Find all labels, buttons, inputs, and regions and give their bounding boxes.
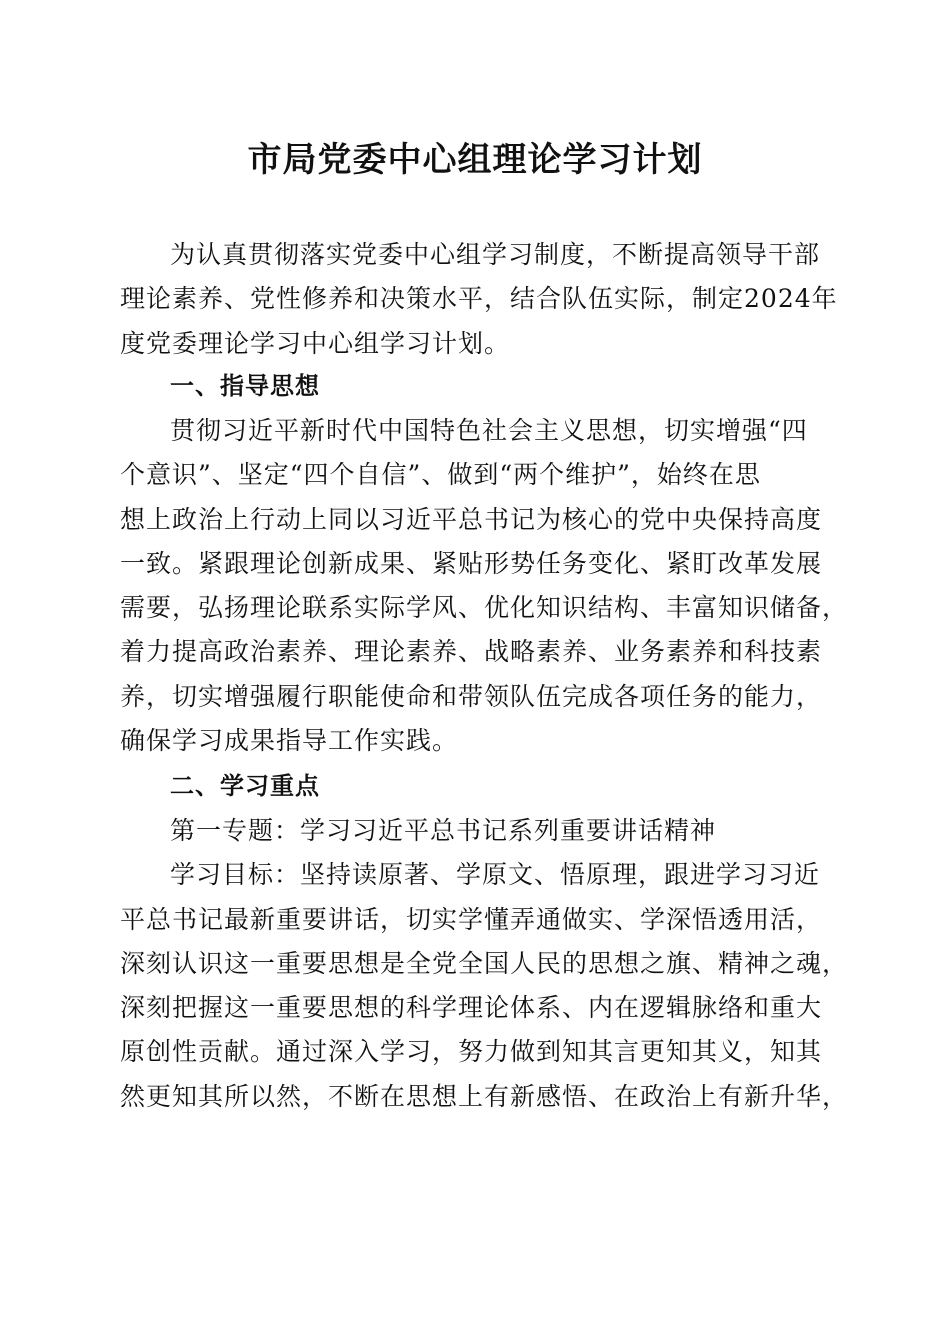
- topic1-paragraph: [120, 809, 849, 1119]
- paragraph-line: 贯彻习近平新时代中国特色社会主义思想，切实增强“四: [170, 416, 808, 445]
- paragraph-line: 一致。紧跟理论创新成果、紧贴形势任务变化、紧盯改革发展: [120, 548, 823, 578]
- paragraph-line: 原创性贡献。通过深入学习，努力做到知其言更知其义，知其: [120, 1037, 823, 1067]
- paragraph-line: 确保学习成果指导工作实践。: [120, 726, 459, 756]
- intro-paragraph: [120, 233, 838, 366]
- section-heading-study-focus: 二、学习重点: [170, 772, 320, 800]
- document-title: 市局党委中心组理论学习计划: [247, 140, 703, 180]
- guiding-thought-paragraph: [120, 409, 849, 763]
- paragraph-line: 度党委理论学习中心组学习计划。: [120, 328, 511, 358]
- paragraph-line: 深刻认识这一重要思想是全党全国人民的思想之旗、精神之魂，: [120, 948, 849, 978]
- paragraph-line: 学习目标：坚持读原著、学原文、悟原理，跟进学习习近: [170, 860, 821, 890]
- paragraph-line: 着力提高政治素养、理论素养、战略素养、业务素养和科技素: [120, 637, 823, 667]
- section-heading-guiding-thought: 一、指导思想: [170, 372, 320, 400]
- paragraph-line: 养，切实增强履行职能使命和带领队伍完成各项任务的能力，: [120, 681, 823, 711]
- paragraph-line: 需要，弘扬理论联系实际学风、优化知识结构、丰富知识储备，: [120, 593, 849, 623]
- paragraph-line: 想上政治上行动上同以习近平总书记为核心的党中央保持高度: [120, 504, 823, 534]
- paragraph-line: 为认真贯彻落实党委中心组学习制度，不断提高领导干部: [170, 240, 821, 269]
- topic-title: 第一专题：学习习近平总书记系列重要讲话精神: [170, 816, 717, 845]
- paragraph-line: 理论素养、党性修养和决策水平，结合队伍实际，制定2024年: [120, 284, 838, 314]
- paragraph-line: 深刻把握这一重要思想的科学理论体系、内在逻辑脉络和重大: [120, 993, 823, 1023]
- paragraph-line: 平总书记最新重要讲话，切实学懂弄通做实、学深悟透用活，: [120, 904, 823, 934]
- paragraph-line: 然更知其所以然，不断在思想上有新感悟、在政治上有新升华，: [120, 1081, 849, 1111]
- paragraph-line: 个意识”、坚定“四个自信”、做到“两个维护”，始终在思: [120, 460, 761, 490]
